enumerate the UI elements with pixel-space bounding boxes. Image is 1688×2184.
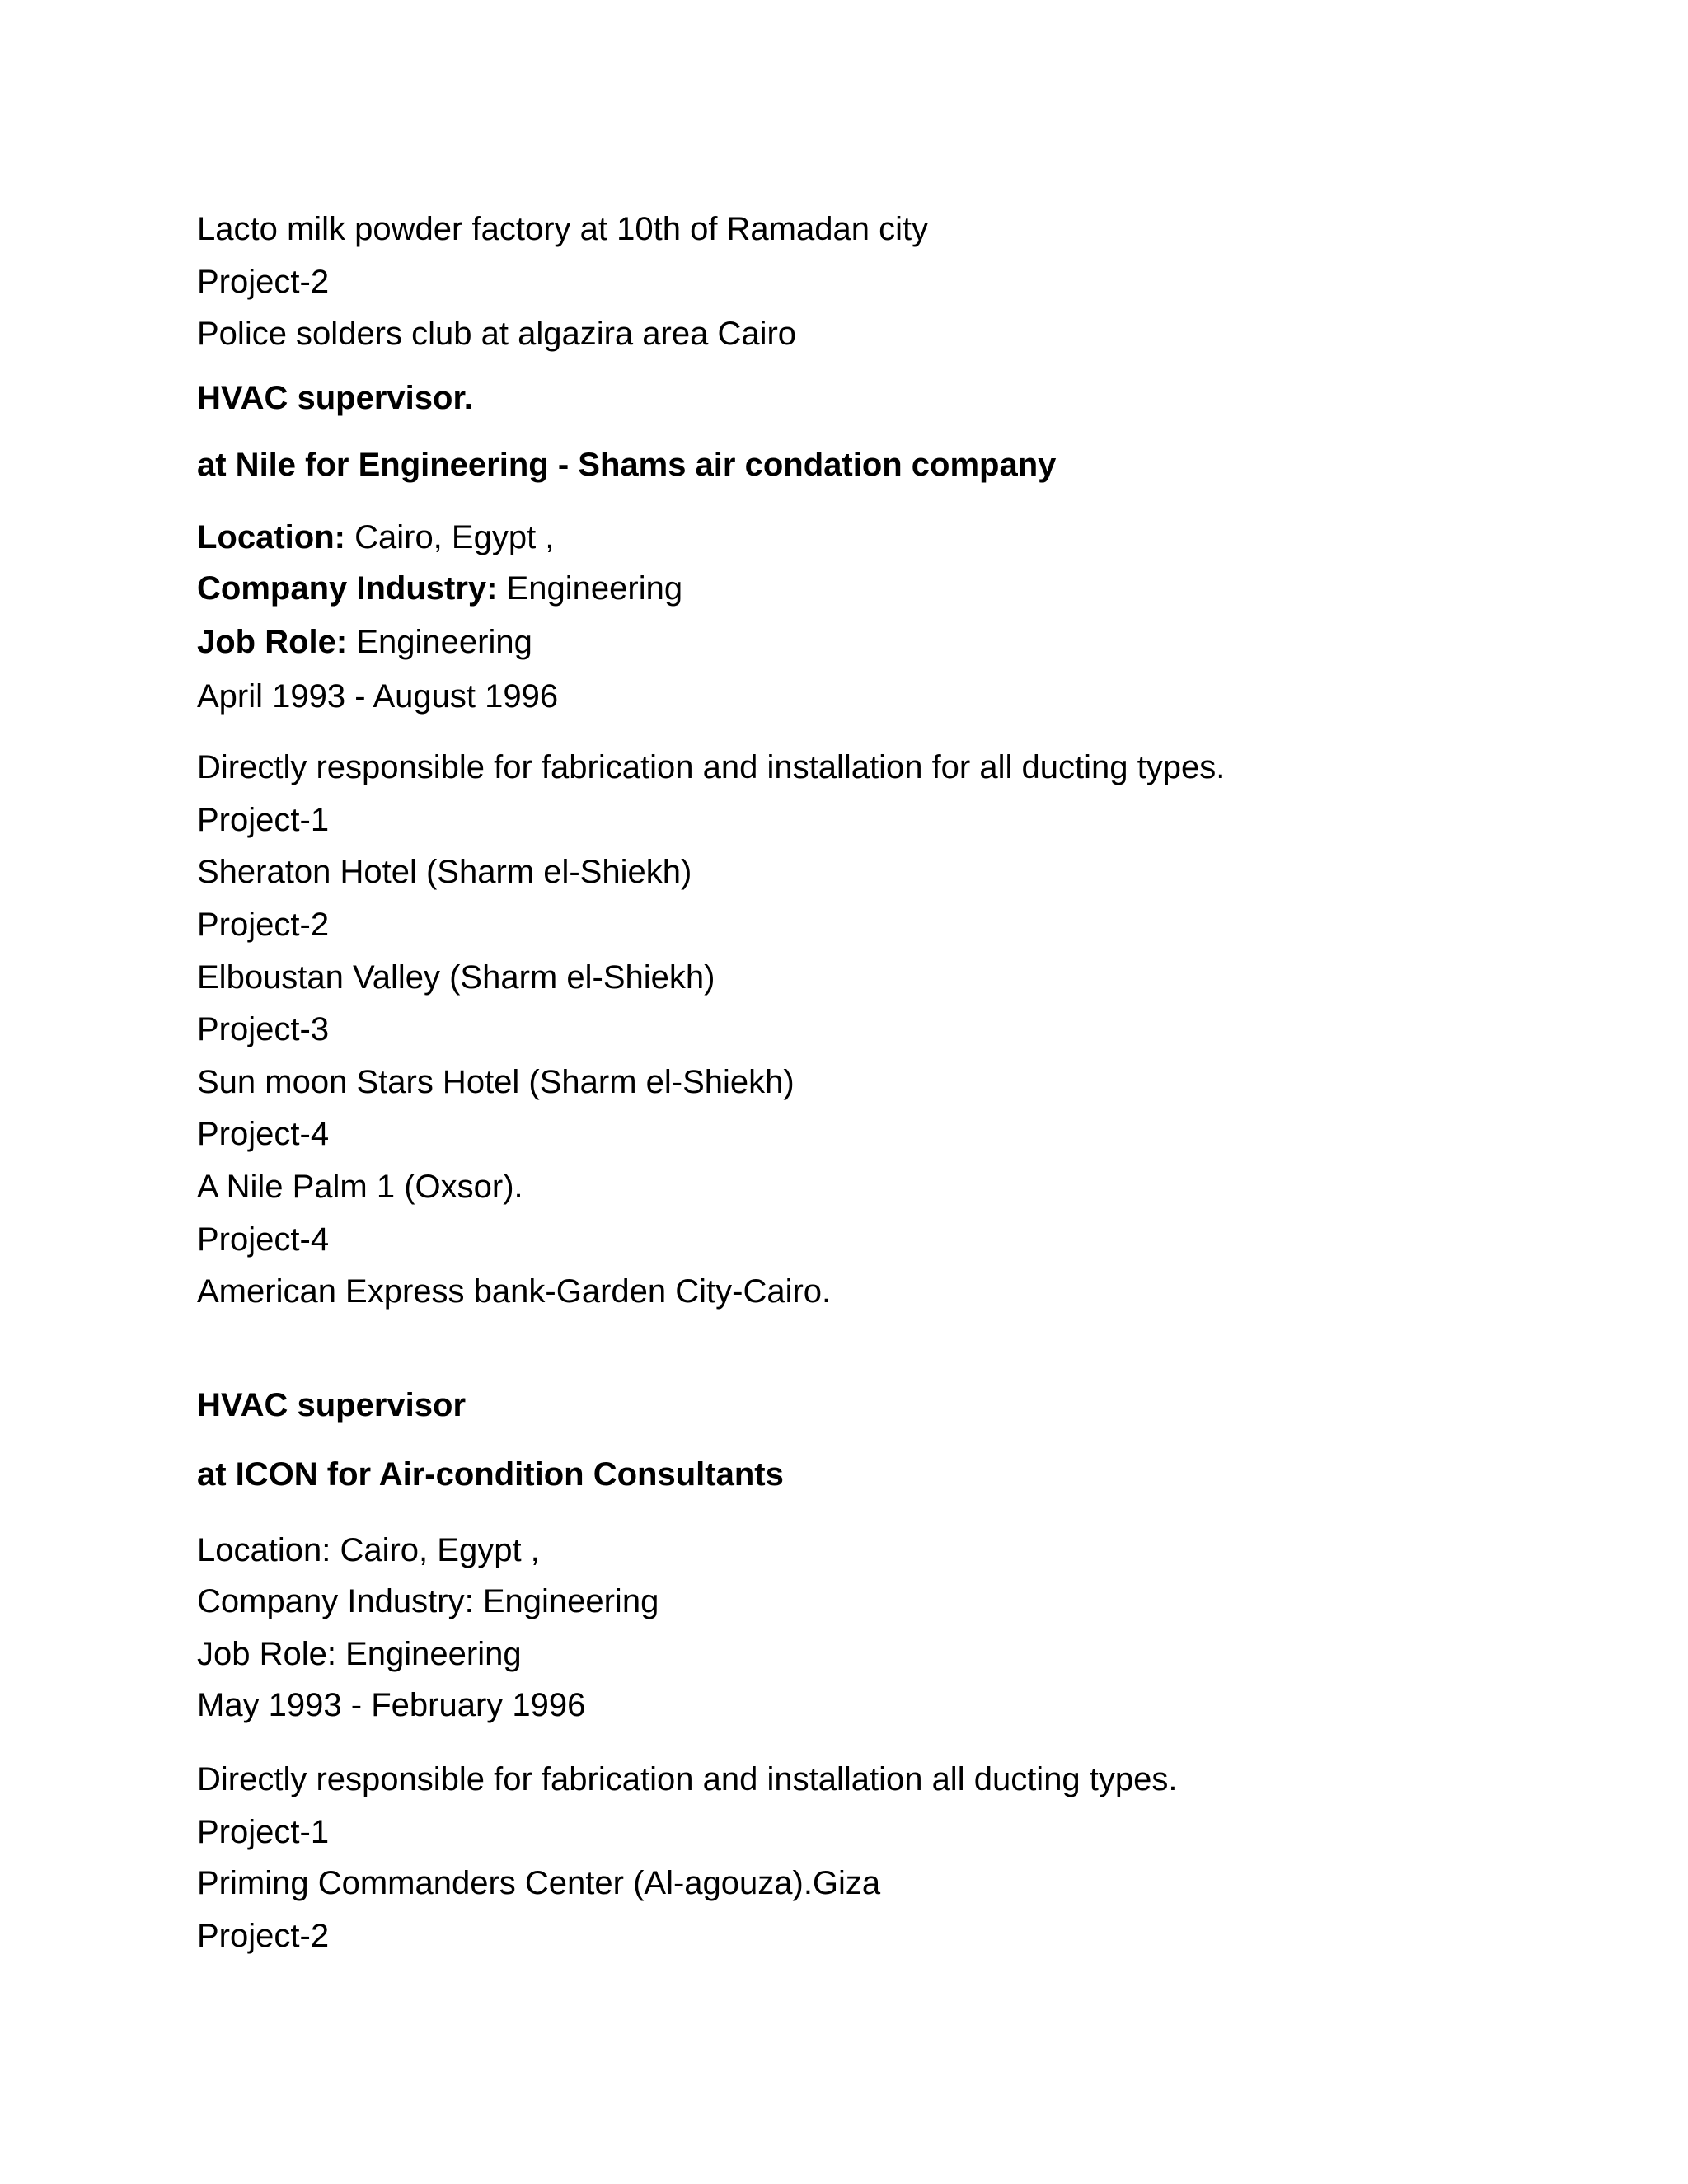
job1-company: at Nile for Engineering - Shams air condation company bbox=[197, 447, 1057, 483]
job2-location: Location: Cairo, Egypt , bbox=[197, 1532, 540, 1568]
job1-project-line: Sun moon Stars Hotel (Sharm el-Shiekh) bbox=[197, 1064, 795, 1100]
job2-project-line: Project-2 bbox=[197, 1918, 330, 1954]
job1-project-line: Project-1 bbox=[197, 802, 330, 838]
job1-description: Directly responsible for fabrication and installation for all ducting types. bbox=[197, 749, 1226, 785]
job2-dates: May 1993 - February 1996 bbox=[197, 1687, 586, 1723]
job1-project-line: Project-3 bbox=[197, 1011, 330, 1047]
job1-project-line: American Express bank-Garden City-Cairo. bbox=[197, 1273, 832, 1310]
job2-industry: Company Industry: Engineering bbox=[197, 1583, 659, 1619]
job1-project-line: Sheraton Hotel (Sharm el-Shiekh) bbox=[197, 854, 692, 890]
job1-industry-label: Company Industry: bbox=[197, 570, 498, 607]
job1-industry bbox=[197, 569, 682, 608]
job2-description: Directly responsible for fabrication and installation all ducting types. bbox=[197, 1761, 1178, 1797]
job2-project-line: Project-1 bbox=[197, 1814, 330, 1850]
job2-project-line: Priming Commanders Center (Al-agouza).Giza bbox=[197, 1865, 881, 1901]
job1-role-label: Job Role: bbox=[197, 624, 348, 660]
job1-role-value: Engineering bbox=[347, 624, 532, 660]
job1-industry-value: Engineering bbox=[497, 570, 683, 607]
job1-dates: April 1993 - August 1996 bbox=[197, 678, 559, 715]
job1-role bbox=[197, 622, 532, 662]
job1-project-line: Elboustan Valley (Sharm el-Shiekh) bbox=[197, 959, 715, 996]
job1-project-line: Project-4 bbox=[197, 1116, 330, 1152]
job1-project-line: Project-2 bbox=[197, 907, 330, 943]
intro-line-3: Police solders club at algazira area Cairo bbox=[197, 316, 797, 352]
job2-company: at ICON for Air-condition Consultants bbox=[197, 1456, 784, 1493]
job1-location-value: Cairo, Egypt , bbox=[345, 519, 555, 555]
intro-line-1: Lacto milk powder factory at 10th of Ramadan city bbox=[197, 211, 929, 247]
job1-project-line: Project-4 bbox=[197, 1221, 330, 1258]
job2-title: HVAC supervisor bbox=[197, 1387, 467, 1423]
job1-project-line: A Nile Palm 1 (Oxsor). bbox=[197, 1169, 523, 1205]
job1-title: HVAC supervisor. bbox=[197, 380, 473, 416]
job2-role: Job Role: Engineering bbox=[197, 1636, 522, 1672]
intro-line-2: Project-2 bbox=[197, 264, 330, 300]
job1-location bbox=[197, 518, 554, 557]
job1-location-label: Location: bbox=[197, 519, 345, 555]
